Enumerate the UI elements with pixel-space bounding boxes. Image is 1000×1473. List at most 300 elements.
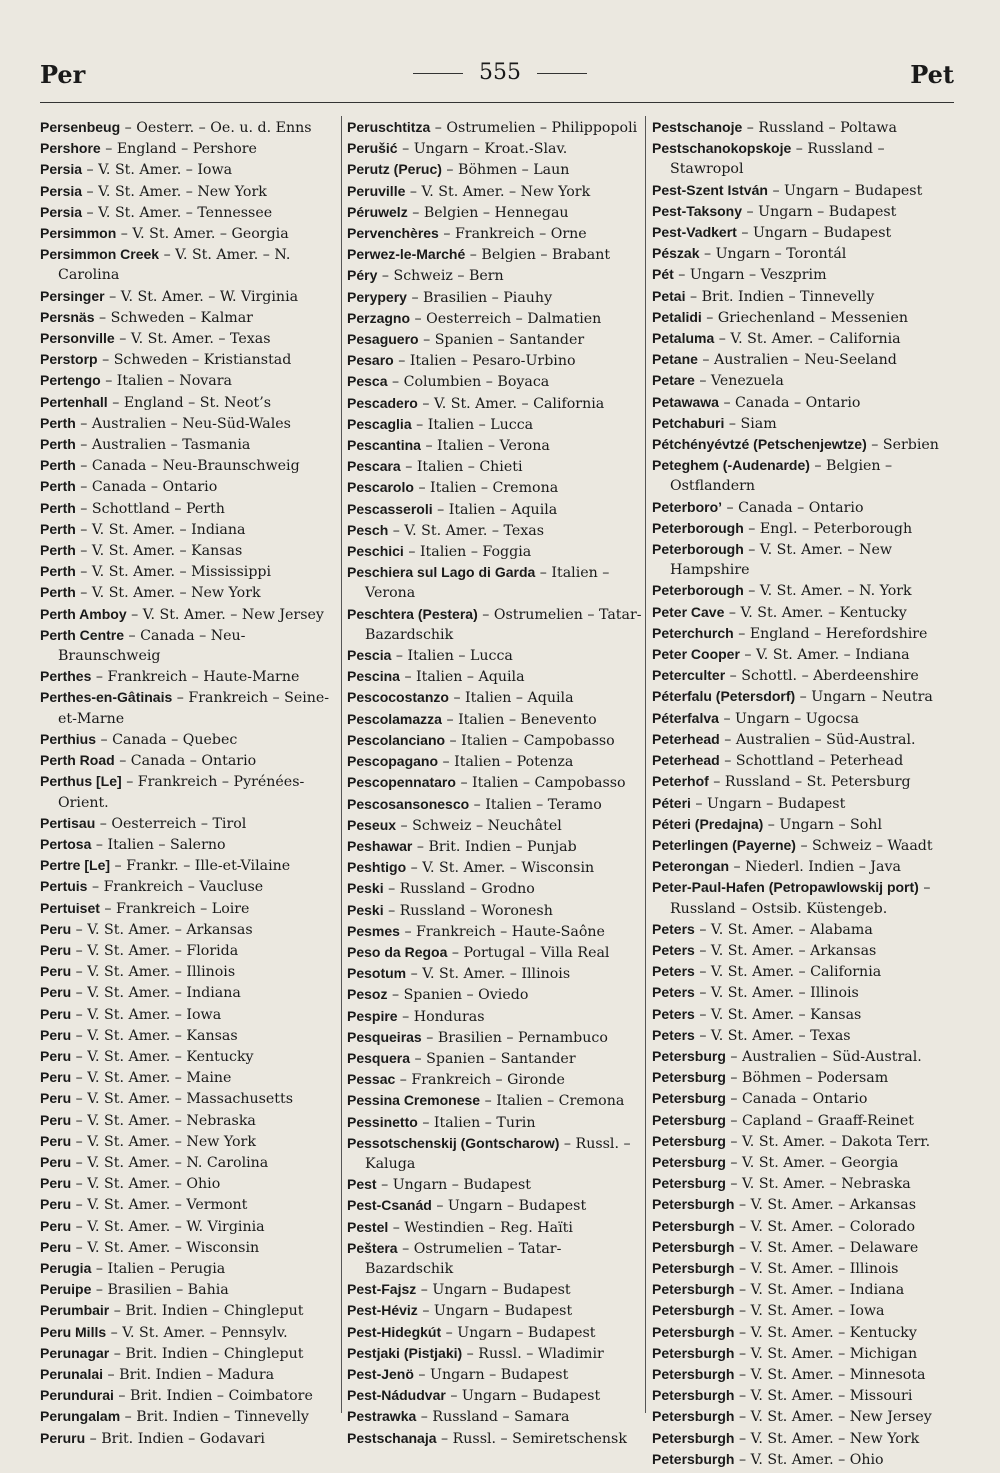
entry-placename: Peter Cooper: [652, 646, 740, 663]
entry-placename: Perundurai: [40, 1387, 114, 1404]
entry-placename: Petersburg: [652, 1069, 726, 1086]
gazetteer-entry: [347, 794, 647, 815]
entry-placename: Peschici: [347, 543, 404, 560]
gazetteer-entry: [40, 307, 340, 328]
entry-location: – England – St. Neot’s: [107, 394, 272, 411]
gazetteer-entry: [652, 1364, 952, 1385]
gazetteer-entry: [347, 1006, 647, 1027]
entry-location: – V. St. Amer. – Missouri: [734, 1388, 913, 1405]
entry-location: – Ungarn – Budapest: [736, 225, 892, 242]
gazetteer-entry: [347, 1174, 647, 1195]
header-dash-left: [413, 73, 463, 74]
entry-location: – V. St. Amer. – Iowa: [734, 1303, 885, 1320]
gazetteer-entry: [347, 1027, 647, 1048]
entry-location: – Frankreich – Vaucluse: [87, 879, 264, 896]
entry-location: – Frankreich – Haute-Marne: [91, 669, 300, 686]
gazetteer-entry: [652, 1152, 952, 1173]
entry-placename: Peschiera sul Lago di Garda: [347, 564, 536, 581]
gazetteer-entry: [347, 329, 647, 350]
entry-location: – Belgien – Brabant: [465, 247, 611, 264]
entry-location: – Ostrumelien – Tatar-Bazardschik: [365, 606, 642, 643]
entry-placename: Pétchényévtzé (Petschenjewtze): [652, 436, 867, 453]
entry-placename: Perwez-le-Marché: [347, 246, 466, 263]
entry-location: – Oesterreich – Dalmatien: [410, 310, 602, 327]
entry-location: – V. St. Amer. – N. Carolina: [58, 247, 291, 284]
entry-location: – V. St. Amer. – Ohio: [71, 1176, 221, 1193]
gazetteer-entry: [40, 834, 340, 855]
entry-location: – V. St. Amer. – Arkansas: [71, 921, 253, 938]
entry-placename: Pescara: [347, 458, 401, 475]
entry-placename: Perugia: [40, 1259, 92, 1276]
entry-placename: Pescopennataro: [347, 774, 456, 791]
entry-location: – V. St. Amer. – Texas: [388, 522, 545, 539]
entry-placename: Pespire: [347, 1007, 398, 1024]
entry-placename: Perth: [40, 478, 76, 495]
entry-location: – V. St. Amer. – Indiana: [734, 1282, 905, 1299]
gazetteer-entry: [347, 836, 647, 857]
entry-placename: Pescadero: [347, 394, 418, 411]
entry-placename: Peters: [652, 941, 695, 958]
entry-placename: Persimmon: [40, 225, 117, 242]
entry-placename: Petersburgh: [652, 1429, 735, 1446]
entry-placename: Peschtera (Pestera): [347, 605, 478, 622]
gazetteer-entry: [652, 580, 952, 601]
entry-placename: Pest-Jenö: [347, 1365, 414, 1382]
gazetteer-entry: [40, 982, 340, 1003]
gazetteer-entry: [40, 1258, 340, 1279]
gazetteer-entry: [347, 159, 647, 180]
entry-location: – Canada – Ontario: [718, 394, 861, 411]
gazetteer-entry: [347, 1428, 647, 1449]
gazetteer-entry: [652, 264, 952, 285]
entry-placename: Peters: [652, 1026, 695, 1043]
entry-location: – Italien – Aquila: [448, 690, 574, 707]
entry-placename: Perth: [40, 436, 76, 453]
gazetteer-entry: [40, 519, 340, 540]
entry-placename: Pertuiset: [40, 899, 100, 916]
entry-location: – Columbien – Boyaca: [387, 374, 550, 391]
gazetteer-entry: [347, 265, 647, 286]
gazetteer-entry: [347, 287, 647, 308]
entry-placename: Peru: [40, 1238, 72, 1255]
entry-placename: Peshtigo: [347, 859, 407, 876]
entry-placename: Persenbeug: [40, 119, 121, 135]
gazetteer-entry: [347, 942, 647, 963]
entry-placename: Perth Road: [40, 752, 115, 769]
entry-placename: Petersburgh: [652, 1344, 735, 1361]
entry-location: – V. St. Amer. – Dakota Terr.: [725, 1133, 931, 1150]
gazetteer-entry: [40, 223, 340, 244]
gazetteer-entry: [40, 1385, 340, 1406]
entry-location: – Portugal – Villa Real: [447, 944, 610, 961]
entry-location: – V. St. Amer. – Pennsylv.: [106, 1324, 288, 1341]
entry-placename: Pesaguero: [347, 331, 419, 348]
entry-location: – Italien – Cremona: [480, 1093, 625, 1110]
entry-placename: Perth Centre: [40, 626, 125, 643]
gazetteer-entry: [347, 477, 647, 498]
gazetteer-entry: [347, 371, 647, 392]
entry-placename: Perth: [40, 414, 76, 431]
gazetteer-entry: [652, 623, 952, 644]
entry-placename: Peters: [652, 963, 695, 980]
entry-placename: Petaluma: [652, 330, 715, 347]
entry-location: – Frankr. – Ille-et-Vilaine: [110, 858, 291, 875]
entry-location: – Canada – Ontario: [722, 499, 864, 516]
gazetteer-entry: [347, 520, 647, 541]
entry-location: – V. St. Amer. – New York: [405, 183, 591, 200]
gazetteer-entry: [652, 434, 952, 455]
entry-placename: Peter-Paul-Hafen (Petropawlowskij port): [652, 879, 919, 896]
gazetteer-entry: [347, 1069, 647, 1090]
entry-location: – Brit. Indien – Punjab: [412, 838, 577, 855]
entry-location: – Schweiz – Bern: [377, 268, 504, 285]
entry-placename: Peru: [40, 1175, 72, 1192]
gazetteer-entry: [652, 1406, 952, 1427]
entry-placename: Perungalam: [40, 1408, 121, 1425]
entry-placename: Petare: [652, 372, 695, 389]
entry-placename: Pesotum: [347, 965, 407, 982]
entry-placename: Peruville: [347, 182, 406, 199]
entry-location: – Italien – Turin: [417, 1114, 536, 1131]
entry-location: – V. St. Amer. – Illinois: [734, 1260, 899, 1277]
entry-location: – Schottl. – Aberdeenshire: [725, 668, 919, 685]
entry-placename: Pessina Cremonese: [347, 1092, 481, 1109]
gazetteer-entry: [347, 1238, 647, 1279]
entry-location: – Russland – Poltawa: [742, 120, 897, 136]
entry-placename: Peru: [40, 1196, 72, 1213]
gazetteer-entry: [652, 1194, 952, 1215]
entry-placename: Perušić: [347, 140, 398, 157]
entry-location: – V. St. Amer. – California: [694, 964, 882, 981]
gazetteer-entry: [652, 539, 952, 580]
entry-location: – V. St. Amer. – Florida: [71, 942, 239, 959]
entry-placename: Pest-Szent István: [652, 181, 768, 198]
entry-location: – Italien – Aquila: [432, 501, 558, 518]
entry-placename: Pesoz: [347, 986, 388, 1003]
gazetteer-entry: [652, 793, 952, 814]
entry-location: – Ungarn – Budapest: [416, 1282, 571, 1299]
gazetteer-entry: [652, 877, 952, 918]
entry-location: – Brit. Indien – Godavari: [85, 1430, 265, 1447]
entry-placename: Peterongan: [652, 858, 730, 875]
entry-location: – Schottland – Perth: [75, 500, 225, 517]
entry-location: – Canada – Neu-Braunschweig: [58, 627, 246, 665]
entry-placename: Peters: [652, 1005, 695, 1022]
entry-location: – V. St. Amer. – W. Virginia: [104, 288, 299, 305]
entry-placename: Pershore: [40, 140, 101, 157]
gazetteer-entry: [652, 1300, 952, 1321]
entry-location: – V. St. Amer. – Indiana: [739, 647, 910, 664]
entry-location: – V. St. Amer. – New Hampshire: [670, 542, 893, 579]
entry-placename: Pertosa: [40, 835, 92, 852]
entry-location: – V. St. Amer. – Illinois: [406, 966, 571, 983]
entry-location: – Italien – Foggia: [403, 544, 532, 561]
entry-location: – Russland – Stawropol: [670, 141, 885, 178]
entry-placename: Persia: [40, 182, 83, 199]
gazetteer-entry: [652, 201, 952, 222]
gazetteer-entry: [347, 1300, 647, 1321]
entry-placename: Perypery: [347, 288, 407, 305]
entry-location: – V. St. Amer. – Kansas: [694, 1006, 862, 1023]
entry-placename: Petersburg: [652, 1090, 726, 1107]
gazetteer-entry: [40, 1110, 340, 1131]
gazetteer-entry: [652, 814, 952, 835]
entry-location: – Russland – Samara: [416, 1409, 570, 1426]
entry-placename: Pestschanokopskoje: [652, 140, 792, 157]
gazetteer-entry: [40, 476, 340, 497]
running-head-right: Pet: [910, 60, 954, 89]
entry-location: – Oesterr. – Oe. u. d. Enns: [120, 120, 312, 136]
entry-placename: Peru: [40, 1153, 72, 1170]
entry-placename: Petersburgh: [652, 1259, 735, 1276]
entry-location: – Australien – Neu-Süd-Wales: [75, 415, 291, 432]
entry-placename: Pervenchères: [347, 225, 439, 242]
entry-location: – Italien – Salerno: [91, 836, 226, 853]
entry-location: – Italien – Benevento: [441, 711, 597, 728]
gazetteer-entry: [652, 1385, 952, 1406]
gazetteer-entry: [40, 392, 340, 413]
gazetteer-entry: [40, 1004, 340, 1025]
gazetteer-entry: [347, 709, 647, 730]
gazetteer-entry: [652, 1088, 952, 1109]
gazetteer-entry: [347, 900, 647, 921]
entry-location: – Ungarn – Budapest: [413, 1366, 569, 1383]
entry-placename: Petai: [652, 287, 686, 304]
entry-location: – V. St. Amer. – N. Carolina: [71, 1154, 269, 1171]
entry-placename: Perunalai: [40, 1365, 104, 1382]
gazetteer-entry: [347, 687, 647, 708]
entry-placename: Peterborough: [652, 541, 744, 558]
gazetteer-entry: [347, 308, 647, 329]
gazetteer-entry: [652, 370, 952, 391]
entry-location: – Frankreich – Orne: [438, 226, 587, 243]
gazetteer-entry: [40, 1364, 340, 1385]
gazetteer-entry: [40, 1131, 340, 1152]
entry-location: – V. St. Amer. – New York: [734, 1430, 920, 1447]
entry-location: – Frankreich – Loire: [99, 900, 250, 917]
entry-location: – Canada – Neu-Braunschweig: [75, 458, 300, 475]
entry-placename: Persia: [40, 161, 83, 178]
entry-placename: Pescopagano: [347, 753, 439, 770]
entry-location: – Frankreich – Haute-Saône: [399, 923, 605, 940]
entry-placename: Peterborough: [652, 519, 744, 536]
entry-location: – Brit. Indien – Chingleput: [109, 1303, 304, 1320]
entry-placename: Peters: [652, 920, 695, 937]
gazetteer-entry: [347, 1279, 647, 1300]
entry-location: – Ungarn – Budapest: [767, 182, 923, 199]
entry-placename: Peterchurch: [652, 624, 734, 641]
entry-placename: Pescaglia: [347, 415, 412, 432]
entry-placename: Pertuis: [40, 878, 88, 895]
entry-location: – Ungarn – Sohl: [763, 816, 882, 833]
entry-placename: Petersburg: [652, 1047, 726, 1064]
entry-placename: Perzagno: [347, 309, 411, 326]
gazetteer-entry: [40, 876, 340, 897]
entry-location: – Westindien – Reg. Haïti: [388, 1219, 573, 1236]
gazetteer-entry: [40, 328, 340, 349]
entry-placename: Peterboro’: [652, 498, 723, 515]
entry-placename: Peru: [40, 1005, 72, 1022]
gazetteer-entry: [40, 1025, 340, 1046]
entry-location: – Brasilien – Piauhy: [406, 289, 553, 306]
gazetteer-entry: [347, 815, 647, 836]
entry-location: – V. St. Amer. – New York: [82, 183, 267, 200]
entry-location: – Niederl. Indien – Java: [729, 859, 901, 876]
entry-location: – Böhmen – Laun: [441, 162, 570, 179]
entry-placename: Peterhof: [652, 773, 709, 790]
gazetteer-entry: [347, 1112, 647, 1133]
gazetteer-entry: [347, 1322, 647, 1343]
gazetteer-entry: [347, 1406, 647, 1427]
entry-placename: Pestschanoje: [652, 119, 743, 135]
entry-placename: Peter Cave: [652, 603, 725, 620]
entry-placename: Perth: [40, 584, 76, 601]
gazetteer-entry: [347, 1385, 647, 1406]
gazetteer-entry: [40, 349, 340, 370]
gazetteer-entry: [40, 1173, 340, 1194]
entry-placename: Pest-Csanád: [347, 1197, 432, 1214]
entry-placename: Peterhead: [652, 730, 720, 747]
entry-location: – V. St. Amer. – W. Virginia: [71, 1218, 265, 1235]
gazetteer-entry: [652, 349, 952, 370]
entry-location: – Schweden – Kristianstad: [97, 352, 292, 369]
entry-location: – Italien – Teramo: [469, 796, 602, 813]
gazetteer-entry: [347, 435, 647, 456]
entry-placename: Petersburgh: [652, 1450, 735, 1467]
gazetteer-entry: [652, 117, 952, 138]
entry-location: – Italien – Verona: [420, 438, 550, 455]
entry-placename: Persinger: [40, 287, 105, 304]
entry-placename: Peterhead: [652, 752, 720, 769]
entry-placename: Peso da Regoa: [347, 943, 448, 960]
entry-location: – V. St. Amer. – California: [417, 395, 605, 412]
entry-placename: Pest: [347, 1176, 377, 1193]
entry-placename: Pesqueiras: [347, 1028, 422, 1045]
entry-location: – V. St. Amer. – Maine: [71, 1070, 232, 1087]
gazetteer-entry: [652, 1025, 952, 1046]
entry-location: – Brit. Indien – Tinnevelly: [120, 1409, 309, 1426]
entry-location: – Serbien: [866, 437, 939, 454]
gazetteer-entry: [347, 499, 647, 520]
entry-location: – Australien – Süd-Austral.: [725, 1048, 922, 1065]
entry-placename: Péterfalu (Petersdorf): [652, 688, 796, 705]
gazetteer-entry: [40, 940, 340, 961]
entry-location: – Australien – Süd-Austral.: [719, 731, 916, 748]
entry-location: – Ungarn – Budapest: [376, 1177, 531, 1194]
entry-placename: Pesaro: [347, 352, 394, 369]
entry-placename: Pest-Nádudvar: [347, 1387, 446, 1404]
gazetteer-entry: [40, 666, 340, 687]
gazetteer-entry: [40, 961, 340, 982]
entry-location: – Griechenland – Messenien: [701, 309, 908, 326]
entry-location: – V. St. Amer. – N. York: [743, 583, 912, 600]
entry-placename: Pertre [Le]: [40, 857, 111, 874]
entry-location: – Canada – Ontario: [725, 1091, 868, 1108]
entry-placename: Peru: [40, 963, 72, 980]
entry-location: – Ungarn – Kroat.-Slav.: [397, 141, 568, 158]
entry-placename: Peruipe: [40, 1281, 92, 1298]
gazetteer-entry: [347, 414, 647, 435]
entry-location: – V. St. Amer. – Indiana: [75, 521, 246, 538]
entry-location: – Frankreich – Pyrénées-Orient.: [58, 774, 305, 811]
entry-location: – V. St. Amer. – Nebraska: [725, 1176, 911, 1193]
entry-placename: Peru: [40, 1026, 72, 1043]
entry-placename: Pét: [652, 266, 674, 283]
gazetteer-entry: [347, 393, 647, 414]
page-number-text: 555: [479, 60, 521, 85]
entry-location: – Ungarn – Ugocsa: [718, 710, 859, 727]
gazetteer-entry: [347, 456, 647, 477]
entry-location: – V. St. Amer. – Kentucky: [734, 1324, 917, 1341]
entry-location: – V. St. Amer. – Indiana: [71, 985, 241, 1002]
entry-placename: Perth: [40, 457, 76, 474]
gazetteer-entry: [652, 1110, 952, 1131]
entry-location: – England – Pershore: [100, 141, 257, 158]
entry-location: – Italien – Verona: [365, 565, 610, 602]
entry-location: – V. St. Amer. – Kentucky: [724, 604, 907, 621]
entry-placename: Peski: [347, 901, 384, 918]
entry-placename: Perumbair: [40, 1302, 110, 1319]
gazetteer-entry: [40, 582, 340, 603]
entry-location: – Spanien – Santander: [410, 1050, 576, 1067]
gazetteer-entry: [652, 286, 952, 307]
gazetteer-entry: [652, 1343, 952, 1364]
entry-location: – V. St. Amer. – Vermont: [71, 1197, 248, 1214]
entry-placename: Pestrawka: [347, 1408, 417, 1425]
gazetteer-entry: [347, 666, 647, 687]
gazetteer-entry: [347, 1217, 647, 1238]
entry-location: – V. St. Amer. – Wisconsin: [406, 860, 595, 877]
entry-location: – V. St. Amer. – California: [714, 331, 901, 348]
entry-location: – Oesterreich – Tirol: [95, 815, 247, 832]
entry-placename: Petersburg: [652, 1132, 726, 1149]
gazetteer-entry: [40, 117, 340, 138]
gazetteer-entry: [652, 328, 952, 349]
gazetteer-entry: [40, 1406, 340, 1427]
gazetteer-entry: [40, 181, 340, 202]
entry-location: – England – Herefordshire: [733, 625, 928, 642]
entry-placename: Pesmes: [347, 922, 400, 939]
gazetteer-entry: [652, 729, 952, 750]
entry-location: – Brasilien – Bahia: [91, 1282, 229, 1299]
entry-location: – V. St. Amer. – Massachusetts: [71, 1091, 293, 1108]
gazetteer-entry: [40, 413, 340, 434]
entry-placename: Peteghem (-Audenarde): [652, 457, 810, 474]
entry-placename: Pescasseroli: [347, 500, 433, 517]
entry-placename: Peru: [40, 1111, 72, 1128]
gazetteer-entry: [40, 1237, 340, 1258]
entry-location: – Ostrumelien – Philippopoli: [430, 120, 638, 136]
gazetteer-entry: [652, 1131, 952, 1152]
entry-location: – Capland – Graaff-Reinet: [725, 1112, 915, 1129]
gazetteer-entry: [652, 982, 952, 1003]
entry-location: – V. St. Amer. – Texas: [694, 1027, 851, 1044]
entry-location: – Russland – Woronesh: [383, 902, 553, 919]
gazetteer-entry: [40, 855, 340, 876]
entry-location: – Russland – St. Petersburg: [708, 774, 911, 791]
gazetteer-entry: [347, 1364, 647, 1385]
entry-location: – Frankreich – Seine-et-Marne: [58, 690, 330, 727]
entry-placename: Péterfalva: [652, 709, 719, 726]
entry-placename: Pest-Taksony: [652, 202, 742, 219]
page-header: [0, 58, 1000, 98]
gazetteer-entry: [40, 1152, 340, 1173]
entry-placename: Peru Mills: [40, 1323, 107, 1340]
entry-location: – V. St. Amer. – New Jersey: [126, 606, 324, 623]
entry-placename: Perthus [Le]: [40, 773, 122, 790]
entry-placename: Peru: [40, 941, 72, 958]
gazetteer-entry: [347, 1090, 647, 1111]
